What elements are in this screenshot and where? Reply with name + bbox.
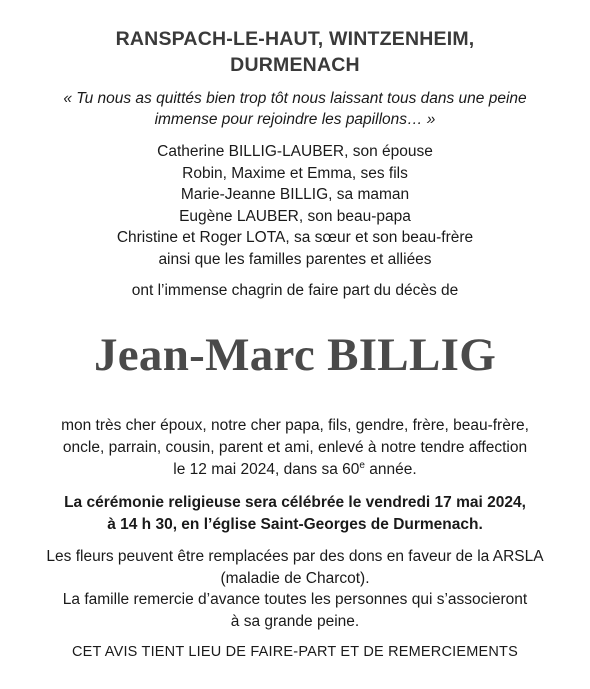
family-member: Robin, Maxime et Emma, ses fils (182, 164, 408, 182)
ceremony-line: à 14 h 30, en l’église Saint-Georges de Durmenach. (107, 516, 483, 533)
deceased-description (14, 415, 576, 481)
family-member: Catherine BILLIG-LAUBER, son épouse (157, 143, 433, 160)
description-date-tail: année. (364, 461, 417, 478)
description-line-date (14, 459, 576, 481)
quote-line: « Tu nous as quittés bien trop tôt nous laissant tous dans une peine (63, 90, 527, 107)
thanks-line: à sa grande peine. (230, 612, 360, 630)
family-member: Marie-Jeanne BILLIG, sa maman (180, 186, 410, 203)
family-list (14, 141, 576, 270)
thanks-line: La famille remercie d’avance toutes les personnes qui s’associeront (62, 591, 528, 608)
location-heading-line: RANSPACH-LE-HAUT, WINTZENHEIM, (115, 28, 475, 50)
location-heading (14, 26, 576, 78)
announcement-text: ont l’immense chagrin de faire part du décès de (131, 282, 459, 299)
family-member: Eugène LAUBER, son beau-papa (179, 207, 411, 225)
closing-statement: CET AVIS TIENT LIEU DE FAIRE-PART ET DE REMERCIEMENTS (72, 644, 518, 660)
family-member: ainsi que les familles parentes et alliées (158, 250, 432, 268)
family-member: Christine et Roger LOTA, sa sœur et son beau-frère (116, 229, 474, 246)
deceased-name: Jean-Marc BILLIG (93, 329, 497, 381)
donation-line: Les fleurs peuvent être remplacées par des dons en faveur de la ARSLA (46, 548, 544, 565)
description-date-text: le 12 mai 2024, dans sa 60 (173, 461, 360, 478)
location-heading-line: DURMENACH (230, 54, 360, 76)
donation-note (14, 546, 576, 632)
ceremony-info (14, 492, 576, 536)
description-line: oncle, parrain, cousin, parent et ami, enlevé à notre tendre affection (62, 439, 528, 456)
epigraph-quote (14, 88, 576, 130)
ceremony-line: La cérémonie religieuse sera célébrée le vendredi 17 mai 2024, (64, 494, 526, 511)
donation-line: (maladie de Charcot). (220, 569, 370, 587)
description-line: mon très cher époux, notre cher papa, fils, gendre, frère, beau-frère, (61, 417, 529, 434)
quote-line: immense pour rejoindre les papillons… » (154, 111, 436, 128)
ordinal-suffix: e (359, 459, 365, 471)
